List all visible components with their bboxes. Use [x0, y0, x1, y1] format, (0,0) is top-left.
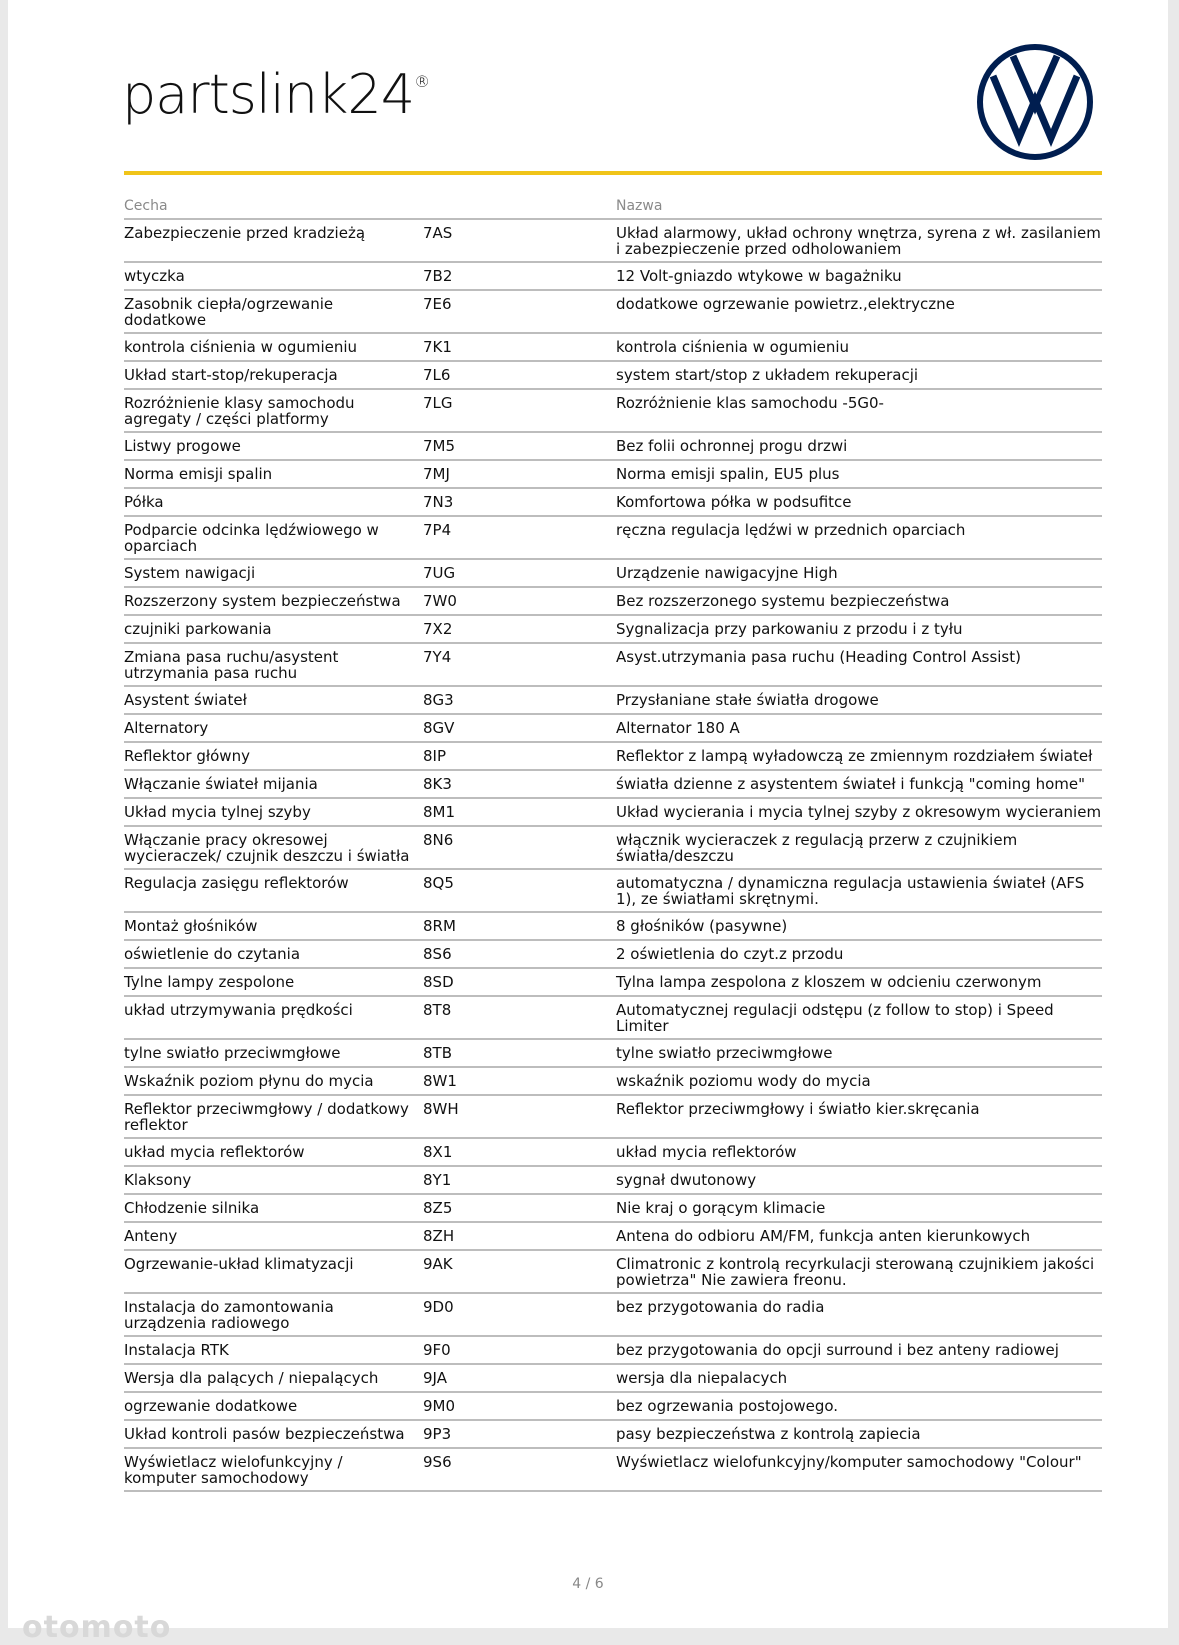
- cell-cecha: Asystent świateł: [124, 686, 423, 714]
- cell-code: 8GV: [423, 714, 616, 742]
- cell-cecha: Zabezpieczenie przed kradzieżą: [124, 219, 423, 262]
- page-number: 4 / 6: [572, 1576, 604, 1592]
- cell-nazwa: wersja dla niepalacych: [616, 1364, 1102, 1392]
- table-row: [124, 770, 1102, 798]
- cell-cecha: Montaż głośników: [124, 912, 423, 940]
- cell-nazwa: dodatkowe ogrzewanie powietrz.,elektryczne: [616, 290, 1102, 333]
- cell-cecha: oświetlenie do czytania: [124, 940, 423, 968]
- cell-code: 9S6: [423, 1448, 616, 1491]
- cell-code: 9D0: [423, 1293, 616, 1336]
- logo-registered-mark: ®: [414, 72, 430, 91]
- cell-code: 8TB: [423, 1039, 616, 1067]
- header-code: [423, 198, 616, 219]
- cell-nazwa: Bez rozszerzonego systemu bezpieczeństwa: [616, 587, 1102, 615]
- cell-nazwa: Nie kraj o gorącym klimacie: [616, 1194, 1102, 1222]
- cell-code: 7AS: [423, 219, 616, 262]
- cell-cecha: czujniki parkowania: [124, 615, 423, 643]
- cell-cecha: Norma emisji spalin: [124, 460, 423, 488]
- table-row: [124, 643, 1102, 686]
- cell-cecha: Układ start-stop/rekuperacja: [124, 361, 423, 389]
- table-row: [124, 587, 1102, 615]
- cell-nazwa: Urządzenie nawigacyjne High: [616, 559, 1102, 587]
- cell-code: 7P4: [423, 516, 616, 559]
- cell-code: 8Q5: [423, 869, 616, 912]
- cell-code: 7LG: [423, 389, 616, 432]
- table-row: [124, 333, 1102, 361]
- cell-nazwa: 2 oświetlenia do czyt.z przodu: [616, 940, 1102, 968]
- cell-code: 7Y4: [423, 643, 616, 686]
- cell-code: 7E6: [423, 290, 616, 333]
- table-row: [124, 361, 1102, 389]
- table-row: [124, 389, 1102, 432]
- table-row: [124, 1420, 1102, 1448]
- cell-code: 7M5: [423, 432, 616, 460]
- cell-cecha: układ utrzymywania prędkości: [124, 996, 423, 1039]
- partslink24-logo: [122, 63, 430, 126]
- cell-cecha: Rozszerzony system bezpieczeństwa: [124, 587, 423, 615]
- cell-nazwa: Przysłaniane stałe światła drogowe: [616, 686, 1102, 714]
- cell-cecha: Wskaźnik poziom płynu do mycia: [124, 1067, 423, 1095]
- table-row: [124, 1250, 1102, 1293]
- header-cecha: Cecha: [124, 198, 423, 219]
- cell-code: 9M0: [423, 1392, 616, 1420]
- header-nazwa: Nazwa: [616, 198, 1102, 219]
- cell-cecha: układ mycia reflektorów: [124, 1138, 423, 1166]
- cell-cecha: Instalacja RTK: [124, 1336, 423, 1364]
- cell-nazwa: pasy bezpieczeństwa z kontrolą zapiecia: [616, 1420, 1102, 1448]
- table-row: [124, 996, 1102, 1039]
- cell-cecha: Tylne lampy zespolone: [124, 968, 423, 996]
- table-row: [124, 1364, 1102, 1392]
- table-row: [124, 290, 1102, 333]
- cell-nazwa: Bez folii ochronnej progu drzwi: [616, 432, 1102, 460]
- table-row: [124, 1222, 1102, 1250]
- cell-code: 7K1: [423, 333, 616, 361]
- table-row: [124, 1095, 1102, 1138]
- cell-nazwa: Tylna lampa zespolona z kloszem w odcieniu czerwonym: [616, 968, 1102, 996]
- cell-cecha: ogrzewanie dodatkowe: [124, 1392, 423, 1420]
- cell-code: 7B2: [423, 262, 616, 290]
- cell-cecha: wtyczka: [124, 262, 423, 290]
- cell-nazwa: Climatronic z kontrolą recyrkulacji sterowaną czujnikiem jakości powietrza" Nie zawiera freonu.: [616, 1250, 1102, 1293]
- cell-cecha: Układ kontroli pasów bezpieczeństwa: [124, 1420, 423, 1448]
- cell-nazwa: ręczna regulacja lędźwi w przednich oparciach: [616, 516, 1102, 559]
- table-row: [124, 798, 1102, 826]
- cell-cecha: Wersja dla palących / niepalących: [124, 1364, 423, 1392]
- cell-nazwa: Alternator 180 A: [616, 714, 1102, 742]
- cell-code: 7UG: [423, 559, 616, 587]
- table-row: [124, 686, 1102, 714]
- cell-nazwa: wskaźnik poziomu wody do mycia: [616, 1067, 1102, 1095]
- cell-code: 9P3: [423, 1420, 616, 1448]
- cell-code: 8Z5: [423, 1194, 616, 1222]
- cell-cecha: Alternatory: [124, 714, 423, 742]
- cell-cecha: Reflektor główny: [124, 742, 423, 770]
- cell-nazwa: bez przygotowania do radia: [616, 1293, 1102, 1336]
- cell-code: 8ZH: [423, 1222, 616, 1250]
- cell-code: 8S6: [423, 940, 616, 968]
- watermark: otomoto: [22, 1610, 172, 1645]
- cell-cecha: Anteny: [124, 1222, 423, 1250]
- cell-nazwa: Wyświetlacz wielofunkcyjny/komputer samochodowy "Colour": [616, 1448, 1102, 1491]
- cell-cecha: tylne swiatło przeciwmgłowe: [124, 1039, 423, 1067]
- cell-nazwa: światła dzienne z asystentem świateł i funkcją "coming home": [616, 770, 1102, 798]
- cell-code: 8G3: [423, 686, 616, 714]
- cell-code: 8SD: [423, 968, 616, 996]
- table-body: [124, 219, 1102, 1491]
- table-row: [124, 516, 1102, 559]
- cell-code: 8T8: [423, 996, 616, 1039]
- cell-code: 8W1: [423, 1067, 616, 1095]
- cell-cecha: Ogrzewanie-układ klimatyzacji: [124, 1250, 423, 1293]
- cell-code: 9AK: [423, 1250, 616, 1293]
- cell-cecha: Włączanie pracy okresowej wycieraczek/ czujnik deszczu i światła: [124, 826, 423, 869]
- cell-nazwa: włącznik wycieraczek z regulacją przerw z czujnikiem światła/deszczu: [616, 826, 1102, 869]
- cell-cecha: Instalacja do zamontowania urządzenia radiowego: [124, 1293, 423, 1336]
- cell-code: 7MJ: [423, 460, 616, 488]
- cell-cecha: kontrola ciśnienia w ogumieniu: [124, 333, 423, 361]
- table-row: [124, 1138, 1102, 1166]
- cell-nazwa: 12 Volt-gniazdo wtykowe w bagażniku: [616, 262, 1102, 290]
- cell-nazwa: Rozróżnienie klas samochodu -5G0-: [616, 389, 1102, 432]
- table-row: [124, 488, 1102, 516]
- cell-cecha: Klaksony: [124, 1166, 423, 1194]
- cell-code: 7X2: [423, 615, 616, 643]
- cell-code: 8IP: [423, 742, 616, 770]
- cell-cecha: Rozróżnienie klasy samochodu agregaty / części platformy: [124, 389, 423, 432]
- table-row: [124, 1194, 1102, 1222]
- table-row: [124, 912, 1102, 940]
- cell-code: 8X1: [423, 1138, 616, 1166]
- table-row: [124, 1293, 1102, 1336]
- cell-nazwa: Antena do odbioru AM/FM, funkcja anten kierunkowych: [616, 1222, 1102, 1250]
- table-row: [124, 1039, 1102, 1067]
- equipment-table: [124, 198, 1102, 1492]
- cell-cecha: Zasobnik ciepła/ogrzewanie dodatkowe: [124, 290, 423, 333]
- cell-nazwa: tylne swiatło przeciwmgłowe: [616, 1039, 1102, 1067]
- table-row: [124, 432, 1102, 460]
- cell-nazwa: układ mycia reflektorów: [616, 1138, 1102, 1166]
- cell-cecha: Półka: [124, 488, 423, 516]
- cell-code: 9F0: [423, 1336, 616, 1364]
- cell-code: 8M1: [423, 798, 616, 826]
- logo-text: partslink24: [122, 63, 415, 126]
- header-accent-rule: [124, 171, 1102, 175]
- cell-cecha: Chłodzenie silnika: [124, 1194, 423, 1222]
- cell-nazwa: Automatycznej regulacji odstępu (z follow to stop) i Speed Limiter: [616, 996, 1102, 1039]
- table-row: [124, 219, 1102, 262]
- cell-nazwa: Asyst.utrzymania pasa ruchu (Heading Control Assist): [616, 643, 1102, 686]
- cell-code: 8N6: [423, 826, 616, 869]
- table-row: [124, 460, 1102, 488]
- table-row: [124, 714, 1102, 742]
- cell-nazwa: Komfortowa półka w podsufitce: [616, 488, 1102, 516]
- cell-nazwa: Układ wycierania i mycia tylnej szyby z okresowym wycieraniem: [616, 798, 1102, 826]
- table-row: [124, 940, 1102, 968]
- table-row: [124, 742, 1102, 770]
- cell-code: 8RM: [423, 912, 616, 940]
- table-row: [124, 615, 1102, 643]
- cell-code: 8Y1: [423, 1166, 616, 1194]
- cell-code: 8K3: [423, 770, 616, 798]
- table-row: [124, 559, 1102, 587]
- cell-nazwa: sygnał dwutonowy: [616, 1166, 1102, 1194]
- cell-nazwa: Układ alarmowy, układ ochrony wnętrza, syrena z wł. zasilaniem i zabezpieczenie przed odholowaniem: [616, 219, 1102, 262]
- cell-nazwa: bez przygotowania do opcji surround i bez anteny radiowej: [616, 1336, 1102, 1364]
- document-page: [8, 0, 1168, 1645]
- cell-nazwa: Reflektor przeciwmgłowy i światło kier.skręcania: [616, 1095, 1102, 1138]
- table-row: [124, 1067, 1102, 1095]
- table-row: [124, 1448, 1102, 1491]
- cell-code: 9JA: [423, 1364, 616, 1392]
- cell-cecha: Reflektor przeciwmgłowy / dodatkowy reflektor: [124, 1095, 423, 1138]
- table-row: [124, 869, 1102, 912]
- table-row: [124, 1166, 1102, 1194]
- cell-code: 7L6: [423, 361, 616, 389]
- cell-cecha: Wyświetlacz wielofunkcyjny / komputer samochodowy: [124, 1448, 423, 1491]
- table-header-row: [124, 198, 1102, 219]
- cell-cecha: Listwy progowe: [124, 432, 423, 460]
- table-row: [124, 1336, 1102, 1364]
- vw-logo-icon: [975, 42, 1095, 162]
- cell-code: 8WH: [423, 1095, 616, 1138]
- cell-nazwa: bez ogrzewania postojowego.: [616, 1392, 1102, 1420]
- table-row: [124, 968, 1102, 996]
- cell-nazwa: Norma emisji spalin, EU5 plus: [616, 460, 1102, 488]
- cell-cecha: Regulacja zasięgu reflektorów: [124, 869, 423, 912]
- cell-cecha: Podparcie odcinka lędźwiowego w oparciach: [124, 516, 423, 559]
- cell-nazwa: kontrola ciśnienia w ogumieniu: [616, 333, 1102, 361]
- cell-nazwa: Sygnalizacja przy parkowaniu z przodu i z tyłu: [616, 615, 1102, 643]
- cell-cecha: Zmiana pasa ruchu/asystent utrzymania pasa ruchu: [124, 643, 423, 686]
- cell-code: 7N3: [423, 488, 616, 516]
- table-row: [124, 826, 1102, 869]
- cell-code: 7W0: [423, 587, 616, 615]
- cell-nazwa: automatyczna / dynamiczna regulacja ustawienia świateł (AFS 1), ze światłami skrętnymi.: [616, 869, 1102, 912]
- cell-nazwa: system start/stop z układem rekuperacji: [616, 361, 1102, 389]
- cell-nazwa: 8 głośników (pasywne): [616, 912, 1102, 940]
- cell-cecha: Układ mycia tylnej szyby: [124, 798, 423, 826]
- table-row: [124, 1392, 1102, 1420]
- cell-nazwa: Reflektor z lampą wyładowczą ze zmiennym rozdziałem świateł: [616, 742, 1102, 770]
- cell-cecha: Włączanie świateł mijania: [124, 770, 423, 798]
- table-row: [124, 262, 1102, 290]
- cell-cecha: System nawigacji: [124, 559, 423, 587]
